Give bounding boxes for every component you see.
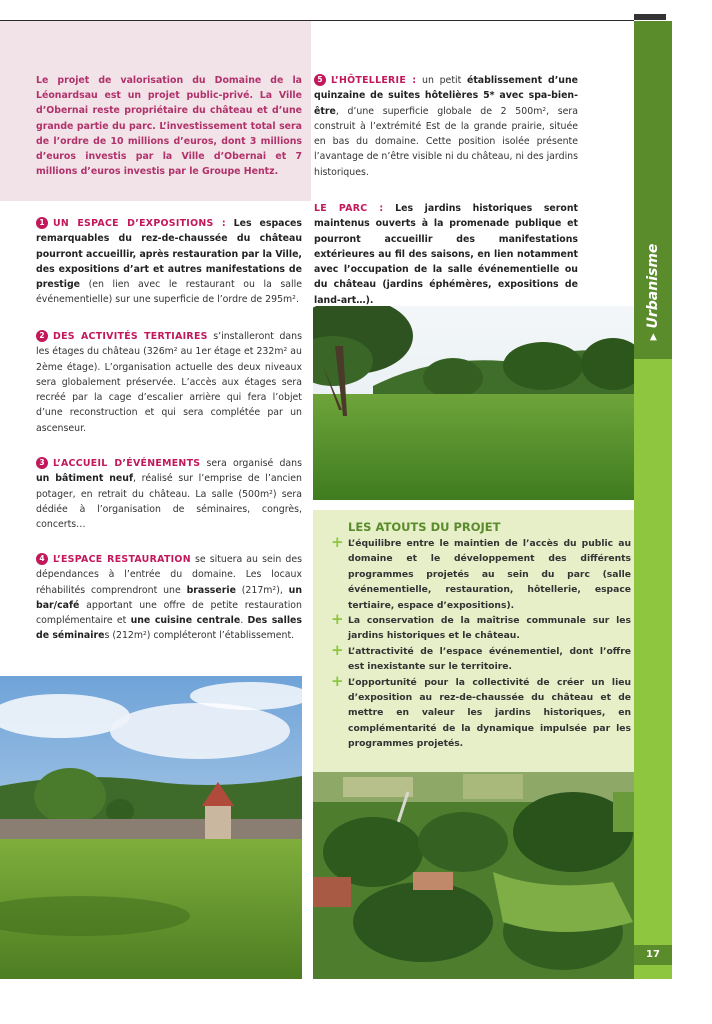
section-text: sera organisé dans bbox=[200, 458, 302, 469]
section-tertiaires bbox=[36, 329, 302, 436]
aerial-photo-image bbox=[313, 772, 643, 979]
section-bold-text: une cuisine centrale bbox=[130, 615, 241, 627]
list-item bbox=[331, 671, 631, 752]
list-item-text: La conservation de la maîtrise communale sur les jardins historiques et le château. bbox=[348, 615, 631, 642]
list-item bbox=[331, 610, 631, 644]
section-restauration bbox=[36, 552, 302, 644]
list-item bbox=[331, 640, 631, 675]
section-bold-text: Les jardins historiques seront maintenus ouverts à la promenade publique et pourront accueillir des manifestations extérieures au fil des saisons, en lien notamment avec l’occupation de la salle événementielle ou du château (jardins éphémères, expositions de land-art…). bbox=[314, 203, 578, 306]
intro-text: Le projet de valorisation du Domaine de la Léonardsau est un projet public-privé. La Ville d’Obernai reste propriétaire du château et d’une grande partie du parc. L’investissement total sera de l’ordre de 10 millions d’euros, dont 3 millions d’euros investis par la Ville d’Obernai et 7 millions d’euros investis par le Groupe Hentz. bbox=[36, 75, 302, 178]
section-text: , d’une superficie globale de 2 500m², sera construit à l’extrémité Est de la grande prairie, située en bas du domaine. Cette position isolée présente l’avantage de n’être visible ni du château, ni des jardins historiques. bbox=[314, 105, 578, 178]
section-bold-text: établissement d’une quinzaine de suites hôtelières 5* avec spa-bien-être bbox=[314, 75, 579, 117]
atouts-box bbox=[313, 510, 643, 772]
section-text: s’installeront dans les étages du château (326m² au 1er étage et 232m² au 2ème étage). L’organisation actuelle des deux niveaux sera globalement préservée. L’accès aux étages sera recréé par la cage d’escalier arrière qui fera l’objet d’une reconstruction et qui sera complétée par un ascenseur. bbox=[36, 331, 302, 434]
atouts-list bbox=[331, 533, 631, 752]
park-photo-image bbox=[313, 306, 643, 500]
section-bold-text: Des salles de séminaire bbox=[36, 615, 302, 642]
section-title: LE PARC : bbox=[314, 203, 384, 214]
section-bold-text: un bar/café bbox=[36, 584, 302, 611]
list-item-text: L’opportunité pour la collectivité de créer un lieu d’exposition au rez-de-chaussée du château et de mettre en valeur les jardins historiques, en complémentarité de la dynamique impulsée par les programmes projetés. bbox=[348, 676, 631, 750]
section-title: L’ESPACE RESTAURATION bbox=[53, 554, 191, 565]
section-text: (217m²), bbox=[235, 584, 289, 596]
garden-photo-image bbox=[0, 676, 302, 979]
section-tab-label: ▸ Urbanisme bbox=[645, 243, 661, 341]
plus-icon: + bbox=[331, 610, 344, 629]
aerial-photo bbox=[313, 772, 643, 979]
section-text: . bbox=[240, 615, 248, 627]
section-title: L’HÔTELLERIE : bbox=[331, 75, 417, 86]
garden-photo bbox=[0, 676, 302, 979]
section-bold-text: Les espaces remarquables du rez-de-chaussée du château pourront accueillir, après restauration par la Ville, des expositions d’art et autres manifestations de prestige bbox=[36, 218, 303, 291]
section-bold-text: un bâtiment neuf bbox=[36, 473, 134, 485]
sidebar-light bbox=[634, 359, 672, 979]
section-tab[interactable] bbox=[636, 232, 670, 352]
page-number: 17 bbox=[634, 945, 672, 965]
section-number: 4 bbox=[36, 553, 48, 565]
section-text: s (212m²) compléteront l’établissement. bbox=[104, 630, 295, 642]
section-expositions bbox=[36, 216, 302, 308]
intro-box bbox=[0, 21, 311, 201]
section-text: se situera au sein des dépendances à l’entrée du domaine. Les locaux réhabilités comprendront une bbox=[36, 554, 302, 596]
section-number: 3 bbox=[36, 457, 48, 469]
atouts-title: LES ATOUTS DU PROJET bbox=[348, 520, 501, 534]
section-evenements bbox=[36, 456, 302, 532]
section-title: L’ACCUEIL D’ÉVÉNEMENTS bbox=[53, 458, 201, 469]
section-text: apportant une offre de petite restauration complémentaire et bbox=[36, 599, 302, 627]
plus-icon: + bbox=[331, 533, 344, 551]
section-hotellerie bbox=[314, 73, 578, 180]
plus-icon: + bbox=[331, 671, 344, 690]
section-text: (en lien avec le restaurant ou la salle événementielle) sur une superficie de l’ordre de 295m². bbox=[36, 279, 302, 306]
section-parc bbox=[314, 201, 578, 308]
list-item bbox=[331, 533, 631, 613]
list-item-text: L’équilibre entre le maintien de l’accès du public au domaine et le développement des différents programmes projetés au sein du parc (salle événementielle, restauration, hôtellerie, espace tertiaire, espace d’expositions). bbox=[348, 538, 631, 611]
section-number: 5 bbox=[314, 74, 326, 86]
section-title: DES ACTIVITÉS TERTIAIRES bbox=[53, 331, 208, 342]
section-bold-text: brasserie bbox=[186, 584, 236, 596]
park-photo bbox=[313, 306, 643, 500]
top-mark bbox=[634, 14, 666, 20]
section-number: 1 bbox=[36, 217, 48, 229]
section-title: UN ESPACE D’EXPOSITIONS : bbox=[53, 218, 226, 229]
section-number: 2 bbox=[36, 330, 48, 342]
section-text: , réalisé sur l’emprise de l’ancien potager, en retrait du château. La salle (500m²) sera dédiée à l’organisation de séminaires, congrès, concerts… bbox=[36, 473, 302, 531]
section-text: un petit bbox=[416, 75, 467, 86]
list-item-text: L’attractivité de l’espace événementiel, dont l’offre est inexistante sur le territoire. bbox=[348, 645, 631, 673]
plus-icon: + bbox=[331, 640, 344, 659]
